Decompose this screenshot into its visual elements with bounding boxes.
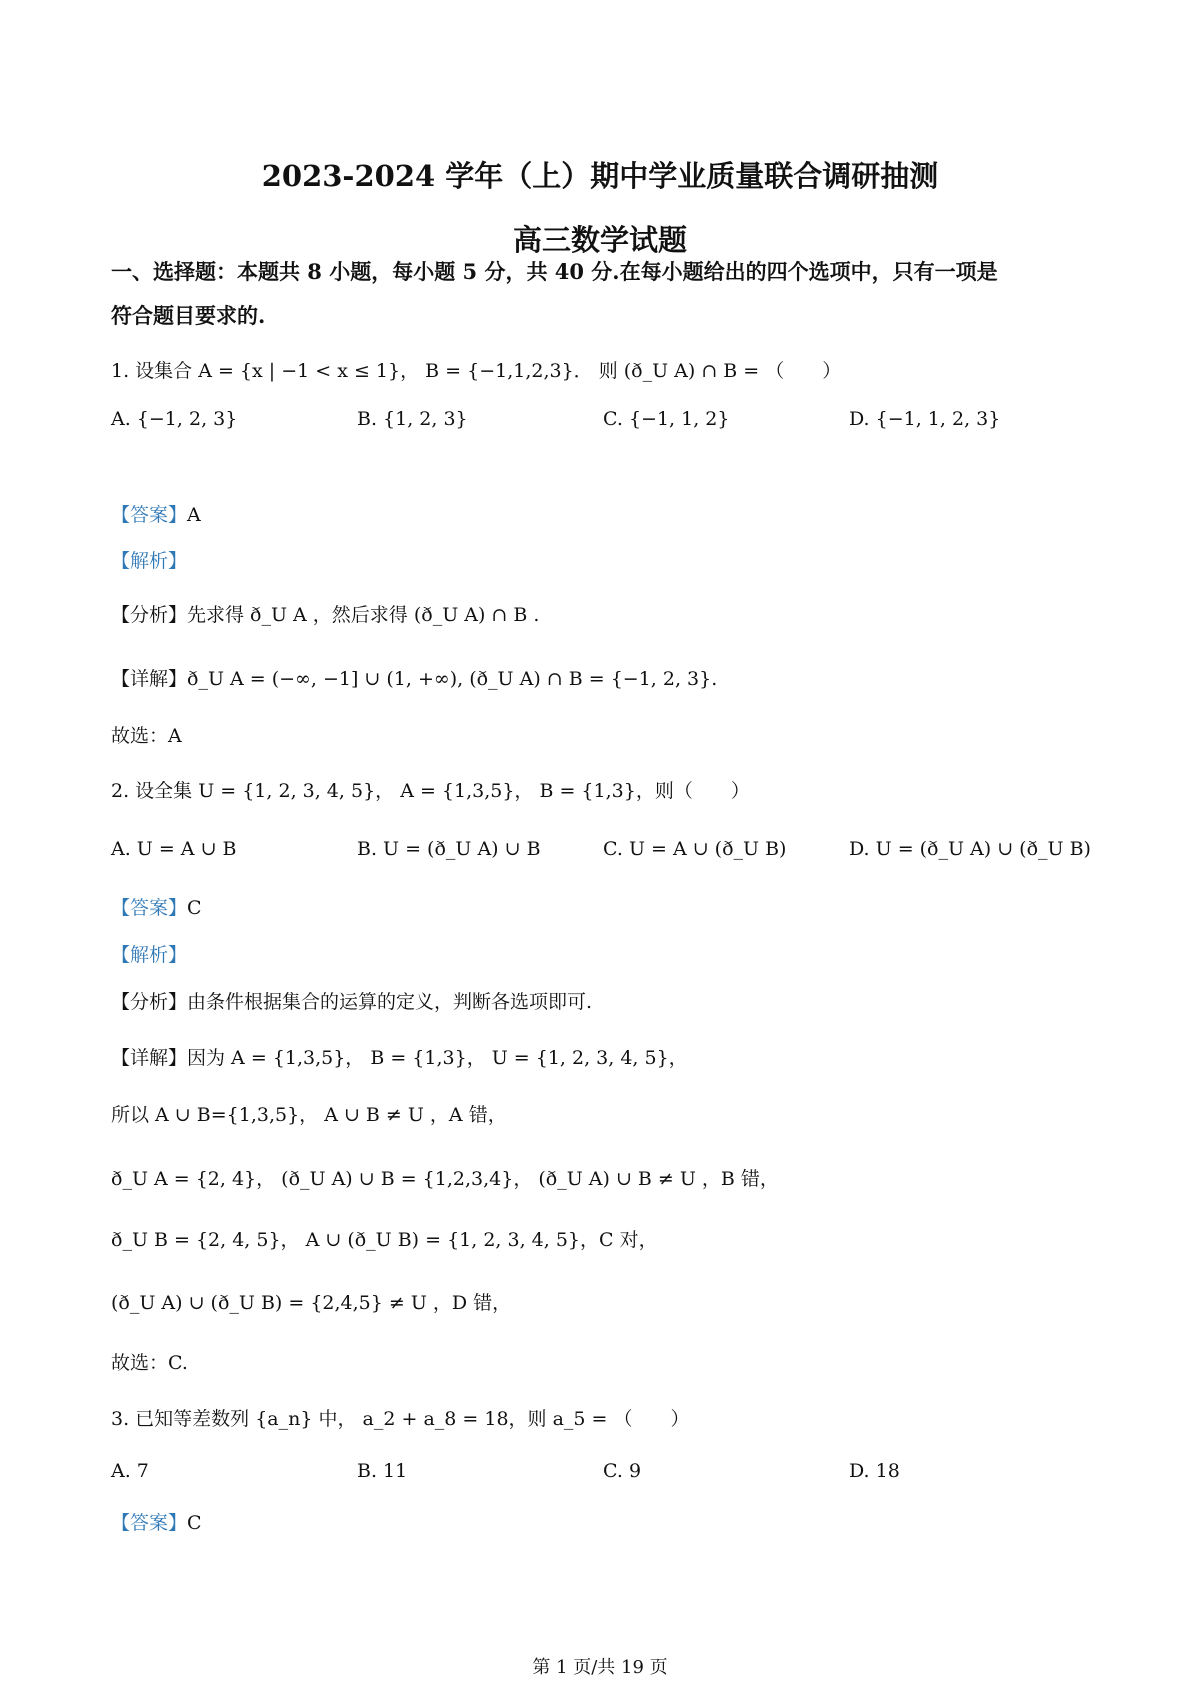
section-heading-cont: 符合题目要求的. [111,303,266,328]
answer-value: C [187,1512,202,1534]
q2-detail [111,1043,688,1070]
q1-option-d: D. {−1, 1, 2, 3} [849,408,1001,430]
answer-value: C [187,897,202,919]
analysis-tag: 【分析】 [111,991,188,1013]
q1-option-c: C. {−1, 1, 2} [603,408,730,430]
q2-jiexi-tag: 【解析】 [111,944,188,966]
q2-answer [111,893,202,920]
analysis-text: 先求得 ð_U A ，然后求得 (ð_U A) ∩ B . [187,604,540,626]
q2-detail-line-2: ð_U A = {2, 4}， (ð_U A) ∪ B = {1,2,3,4}， (ð_U A) ∪ B ≠ U ，B 错， [111,1168,779,1190]
detail-text: 因为 A = {1,3,5}， B = {1,3}， U = {1, 2, 3, 4, 5}， [187,1047,688,1069]
exam-title: 2023-2024 学年（上）期中学业质量联合调研抽测 [261,159,939,193]
q2-analysis [111,987,592,1014]
q2-option-c: C. U = A ∪ (ð_U B) [603,838,787,860]
section-heading: 一、选择题：本题共 8 小题，每小题 5 分，共 40 分.在每小题给出的四个选项中，只有一项是 [111,259,998,284]
analysis-text: 由条件根据集合的运算的定义，判断各选项即可. [187,991,593,1013]
answer-value: A [187,504,201,526]
q1-jiexi-tag: 【解析】 [111,550,188,572]
q1-detail [111,664,717,691]
q2-detail-line-4: (ð_U A) ∪ (ð_U B) = {2,4,5} ≠ U ，D 错， [111,1292,512,1314]
q3-option-b: B. 11 [357,1460,408,1482]
q1-conclusion: 故选：A [111,725,182,747]
q2-option-a: A. U = A ∪ B [111,838,237,860]
answer-tag: 【答案】 [111,504,188,526]
exam-subtitle: 高三数学试题 [512,223,687,257]
q1-analysis [111,600,539,627]
q2-option-b: B. U = (ð_U A) ∪ B [357,838,541,860]
q1-option-a: A. {−1, 2, 3} [111,408,238,430]
analysis-tag: 【分析】 [111,604,188,626]
detail-tag: 【详解】 [111,668,188,690]
question-2-stem: 2. 设全集 U = {1, 2, 3, 4, 5}， A = {1,3,5}， B = {1,3}，则（ ） [111,780,750,802]
question-1-stem: 1. 设集合 A = {x | −1 < x ≤ 1}， B = {−1,1,2,3}． 则 (ð_U A) ∩ B = （ ） [111,360,842,382]
q3-answer [111,1508,202,1535]
q1-option-b: B. {1, 2, 3} [357,408,468,430]
q3-option-d: D. 18 [849,1460,900,1482]
page-footer: 第 1 页/共 19 页 [532,1657,668,1678]
q2-detail-line-1: 所以 A ∪ B={1,3,5}， A ∪ B ≠ U ，A 错， [111,1104,507,1126]
answer-tag: 【答案】 [111,897,188,919]
detail-text: ð_U A = (−∞, −1] ∪ (1, +∞), (ð_U A) ∩ B = {−1, 2, 3}. [187,668,718,690]
answer-tag: 【答案】 [111,1512,188,1534]
q3-option-a: A. 7 [111,1460,149,1482]
q2-detail-line-3: ð_U B = {2, 4, 5}， A ∪ (ð_U B) = {1, 2, 3, 4, 5}，C 对， [111,1229,658,1251]
question-3-stem: 3. 已知等差数列 {a_n} 中， a_2 + a_8 = 18，则 a_5 = （ ） [111,1408,690,1430]
q2-conclusion: 故选：C. [111,1352,188,1374]
q3-option-c: C. 9 [603,1460,642,1482]
q2-option-d: D. U = (ð_U A) ∪ (ð_U B) [849,838,1091,860]
q1-answer [111,500,201,527]
detail-tag: 【详解】 [111,1047,188,1069]
